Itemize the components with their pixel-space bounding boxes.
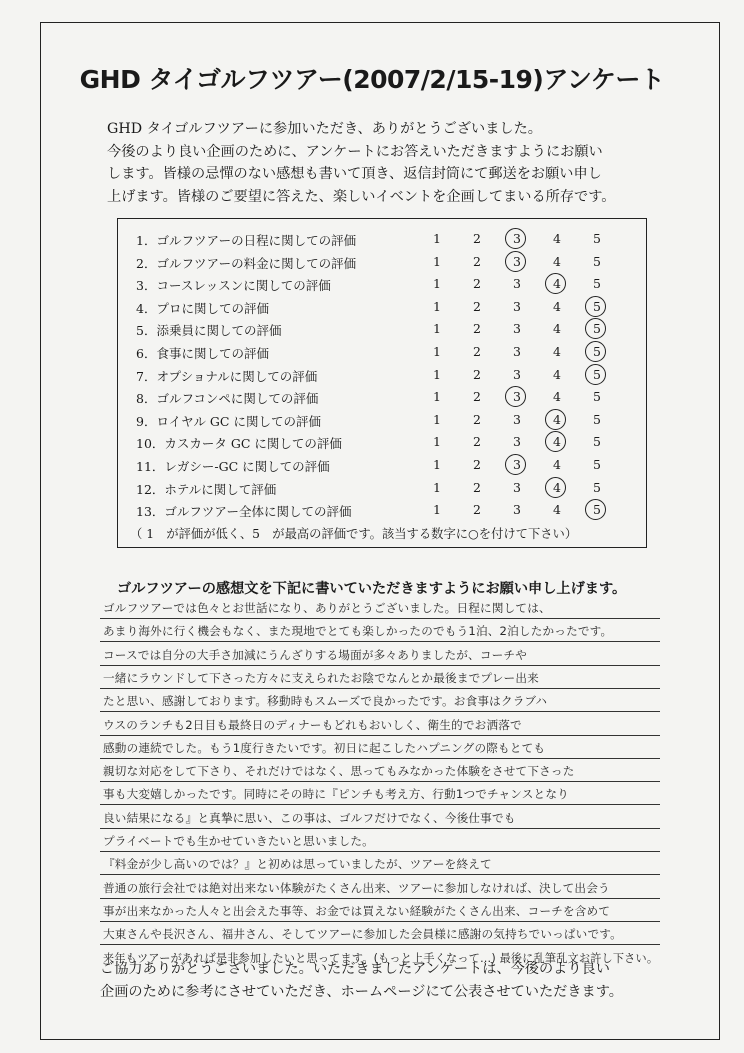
question-label: 8．ゴルフコンペに関しての評価 [136, 391, 319, 407]
rating-option-1[interactable]: 1 [433, 434, 441, 450]
rating-option-3[interactable]: 3 [510, 254, 524, 269]
question-label: 11．レガシー-GC に関しての評価 [136, 459, 330, 474]
rating-option-5[interactable]: 5 [593, 231, 601, 246]
rating-option-1[interactable]: 1 [433, 479, 441, 495]
rating-option-4[interactable]: 4 [553, 321, 561, 337]
rating-option-5[interactable]: 5 [590, 299, 604, 314]
rating-option-3[interactable]: 3 [513, 366, 521, 382]
rating-option-3[interactable]: 3 [513, 321, 521, 337]
question-label: 6．食事に関しての評価 [136, 346, 269, 361]
ruled-line [100, 758, 660, 759]
rating-option-5[interactable]: 5 [593, 389, 601, 405]
question-label: 3．コースレッスンに関しての評価 [136, 278, 331, 294]
rating-option-3[interactable]: 3 [513, 411, 521, 427]
handwritten-line: 事も大変嬉しかったです。同時にその時に『ピンチも考え方、行動1つでチャンスとなり [103, 787, 569, 802]
closing-line: ご協力ありがとうございました。いただきましたアンケートは、今後のより良い [100, 961, 610, 977]
rating-option-3[interactable]: 3 [513, 479, 521, 495]
rating-option-4[interactable]: 4 [550, 412, 564, 427]
handwritten-line: 事が出来なかった人々と出会えた事等、お金では買えない経験がたくさん出来、コーチを含めて [103, 903, 611, 918]
rating-option-5[interactable]: 5 [593, 253, 601, 269]
rating-option-2[interactable]: 2 [473, 389, 481, 405]
handwritten-line: 一緒にラウンドして下さった方々に支えられたお陰でなんとか最後までプレー出来 [103, 670, 539, 685]
question-row [118, 412, 646, 434]
rating-option-2[interactable]: 2 [473, 231, 481, 246]
rating-option-2[interactable]: 2 [473, 276, 481, 292]
handwritten-line: あまり海外に行く機会もなく、また現地でとても楽しかったのでもう1泊、2泊したかったです。 [103, 624, 613, 639]
rating-option-2[interactable]: 2 [473, 253, 481, 269]
rating-option-4[interactable]: 4 [553, 231, 561, 246]
rating-option-4[interactable]: 4 [550, 276, 564, 291]
question-label: 13．ゴルフツアー全体に関しての評価 [136, 504, 352, 520]
ruled-line [100, 944, 660, 945]
ruled-line [100, 921, 660, 922]
ruled-line [100, 851, 660, 852]
selected-circle [545, 409, 566, 430]
rating-option-3[interactable]: 3 [510, 231, 524, 246]
question-label: 9．ロイヤル GC に関しての評価 [136, 413, 321, 429]
ruled-line [100, 711, 660, 712]
rating-option-3[interactable]: 3 [513, 344, 521, 359]
ruled-line [100, 665, 660, 666]
ruled-line [100, 735, 660, 736]
rating-option-4[interactable]: 4 [550, 434, 564, 449]
handwritten-line: 良い結果になる』と真摯に思い、この事は、ゴルフだけでなく、今後仕事でも [103, 810, 516, 825]
ruled-line [100, 781, 660, 782]
intro-line: GHD タイゴルフツアーに参加いただき、ありがとうございました。 [107, 121, 542, 137]
rating-option-3[interactable]: 3 [513, 434, 521, 450]
handwritten-line: プライベートでも生かせていきたいと思いました。 [103, 834, 374, 848]
handwritten-line: 普通の旅行会社では絶対出来ない体験がたくさん出来、ツアーに参加しなければ、決して出会う [103, 880, 610, 895]
rating-option-3[interactable]: 3 [510, 457, 524, 472]
intro-line: 上げます。皆様のご要望に答えた、楽しいイベントを企画してまいる所存です。 [107, 188, 616, 205]
question-label: 7．オプショナルに関しての評価 [136, 368, 318, 384]
ruled-line [100, 898, 660, 899]
ruled-line [100, 874, 660, 875]
selected-circle [505, 228, 526, 249]
rating-option-1[interactable]: 1 [433, 366, 441, 382]
rating-note: （ 1 が評価が低く、5 が最高の評価です。該当する数字に○を付けて下さい） [130, 527, 578, 541]
question-row [118, 457, 646, 479]
selected-circle [505, 251, 526, 272]
rating-option-2[interactable]: 2 [473, 298, 481, 314]
rating-option-3[interactable]: 3 [513, 276, 521, 292]
essay-heading: ゴルフツアーの感想文を下記に書いていただきますようにお願い申し上げます。 [117, 581, 627, 597]
intro-text [107, 118, 667, 208]
rating-table [117, 218, 647, 548]
closing-line: 企画のために参考にさせていただき、ホームページにて公表させていただきます。 [100, 984, 623, 1000]
question-row [118, 299, 646, 321]
question-label: 2．ゴルフツアーの料金に関しての評価 [136, 255, 357, 271]
rating-option-1[interactable]: 1 [433, 321, 441, 337]
selected-circle [545, 477, 566, 498]
question-label: 1．ゴルフツアーの日程に関しての評価 [136, 233, 357, 248]
rating-option-5[interactable]: 5 [593, 457, 601, 472]
rating-option-2[interactable]: 2 [473, 366, 481, 382]
question-label: 12．ホテルに関して評価 [136, 481, 277, 497]
rating-option-2[interactable]: 2 [473, 434, 481, 450]
question-row [118, 367, 646, 389]
rating-option-5[interactable]: 5 [593, 434, 601, 450]
rating-option-4[interactable]: 4 [553, 298, 561, 314]
rating-option-1[interactable]: 1 [433, 298, 441, 314]
rating-option-2[interactable]: 2 [473, 344, 481, 359]
rating-option-1[interactable]: 1 [433, 502, 441, 518]
ruled-line [100, 618, 660, 619]
ruled-line [100, 641, 660, 642]
rating-option-5[interactable]: 5 [590, 344, 604, 359]
rating-option-2[interactable]: 2 [473, 502, 481, 518]
selected-circle [585, 364, 606, 385]
rating-option-1[interactable]: 1 [433, 411, 441, 427]
handwritten-line: ウスのランチも2日目も最終日のディナーもどれもおいしく、衛生的でお洒落で [103, 717, 522, 732]
rating-option-2[interactable]: 2 [473, 321, 481, 337]
question-label: 10．カスカータ GC に関しての評価 [136, 436, 342, 452]
rating-option-4[interactable]: 4 [553, 389, 561, 405]
rating-option-1[interactable]: 1 [433, 231, 441, 246]
handwritten-line: 感動の連続でした。もう1度行きたいです。初日に起こしたハプニングの際もとても [103, 740, 546, 755]
ruled-line [100, 804, 660, 805]
rating-option-5[interactable]: 5 [590, 321, 604, 336]
page-title: GHD タイゴルフツアー(2007/2/15-19)アンケート [79, 65, 665, 94]
rating-option-5[interactable]: 5 [590, 367, 604, 382]
selected-circle [585, 499, 606, 520]
rating-option-3[interactable]: 3 [513, 298, 521, 314]
rating-option-5[interactable]: 5 [590, 502, 604, 517]
rating-option-3[interactable]: 3 [510, 389, 524, 404]
closing-text [100, 958, 670, 1004]
rating-option-4[interactable]: 4 [553, 457, 561, 472]
selected-circle [585, 318, 606, 339]
selected-circle [585, 296, 606, 317]
question-row [118, 231, 646, 253]
rating-option-2[interactable]: 2 [473, 457, 481, 472]
rating-option-5[interactable]: 5 [593, 411, 601, 427]
rating-option-1[interactable]: 1 [433, 457, 441, 472]
rating-option-1[interactable]: 1 [433, 344, 441, 359]
handwritten-line: コースでは自分の大手さ加減にうんざりする場面が多々ありましたが、コーチや [103, 647, 527, 662]
question-row [118, 480, 646, 502]
rating-option-1[interactable]: 1 [433, 253, 441, 269]
handwritten-line: たと思い、感謝しております。移動時もスムーズで良かったです。お食事はクラブハ [103, 694, 548, 709]
question-row [118, 321, 646, 343]
selected-circle [545, 273, 566, 294]
handwritten-line: 来年もツアーがあれば是非参加したいと思ってます。(もっと上手くなって…) 最後に乱筆乱文お許し下さい。 [103, 950, 659, 965]
handwritten-line: 『料金が少し高いのでは？』と初めは思っていましたが、ツアーを終えて [103, 857, 492, 872]
rating-option-4[interactable]: 4 [553, 253, 561, 269]
question-row [118, 389, 646, 411]
question-label: 4．プロに関しての評価 [136, 300, 269, 316]
selected-circle [585, 341, 606, 362]
ruled-line [100, 688, 660, 689]
selected-circle [505, 386, 526, 407]
rating-option-1[interactable]: 1 [433, 276, 441, 292]
ruled-line [100, 828, 660, 829]
rating-option-2[interactable]: 2 [473, 479, 481, 495]
question-row [118, 254, 646, 276]
question-row [118, 344, 646, 366]
rating-option-1[interactable]: 1 [433, 389, 441, 405]
rating-option-5[interactable]: 5 [593, 276, 601, 292]
intro-line: 今後のより良い企画のために、アンケートにお答えいただきますようにお願い [107, 143, 603, 160]
rating-option-4[interactable]: 4 [553, 366, 561, 382]
handwritten-line: ゴルフツアーでは色々とお世話になり、ありがとうございました。日程に関しては、 [103, 601, 551, 615]
question-row [118, 502, 646, 524]
rating-option-5[interactable]: 5 [593, 479, 601, 495]
rating-option-4[interactable]: 4 [553, 344, 561, 359]
handwritten-line: 大東さんや長沢さん、福井さん、そしてツアーに参加した会員様に感謝の気持ちでいっぱいです。 [103, 927, 622, 942]
rating-option-4[interactable]: 4 [553, 502, 561, 518]
question-label: 5．添乗員に関しての評価 [136, 323, 282, 339]
intro-line: します。皆様の忌憚のない感想も書いて頂き、返信封筒にて郵送をお願い申し [107, 166, 602, 182]
question-row [118, 434, 646, 456]
rating-option-4[interactable]: 4 [550, 480, 564, 495]
selected-circle [545, 431, 566, 452]
handwritten-line: 親切な対応をして下さり、それだけではなく、思ってもみなかった体験をさせて下さった [103, 764, 575, 779]
rating-option-3[interactable]: 3 [513, 502, 521, 518]
question-row [118, 276, 646, 298]
selected-circle [505, 454, 526, 475]
rating-option-2[interactable]: 2 [473, 411, 481, 427]
